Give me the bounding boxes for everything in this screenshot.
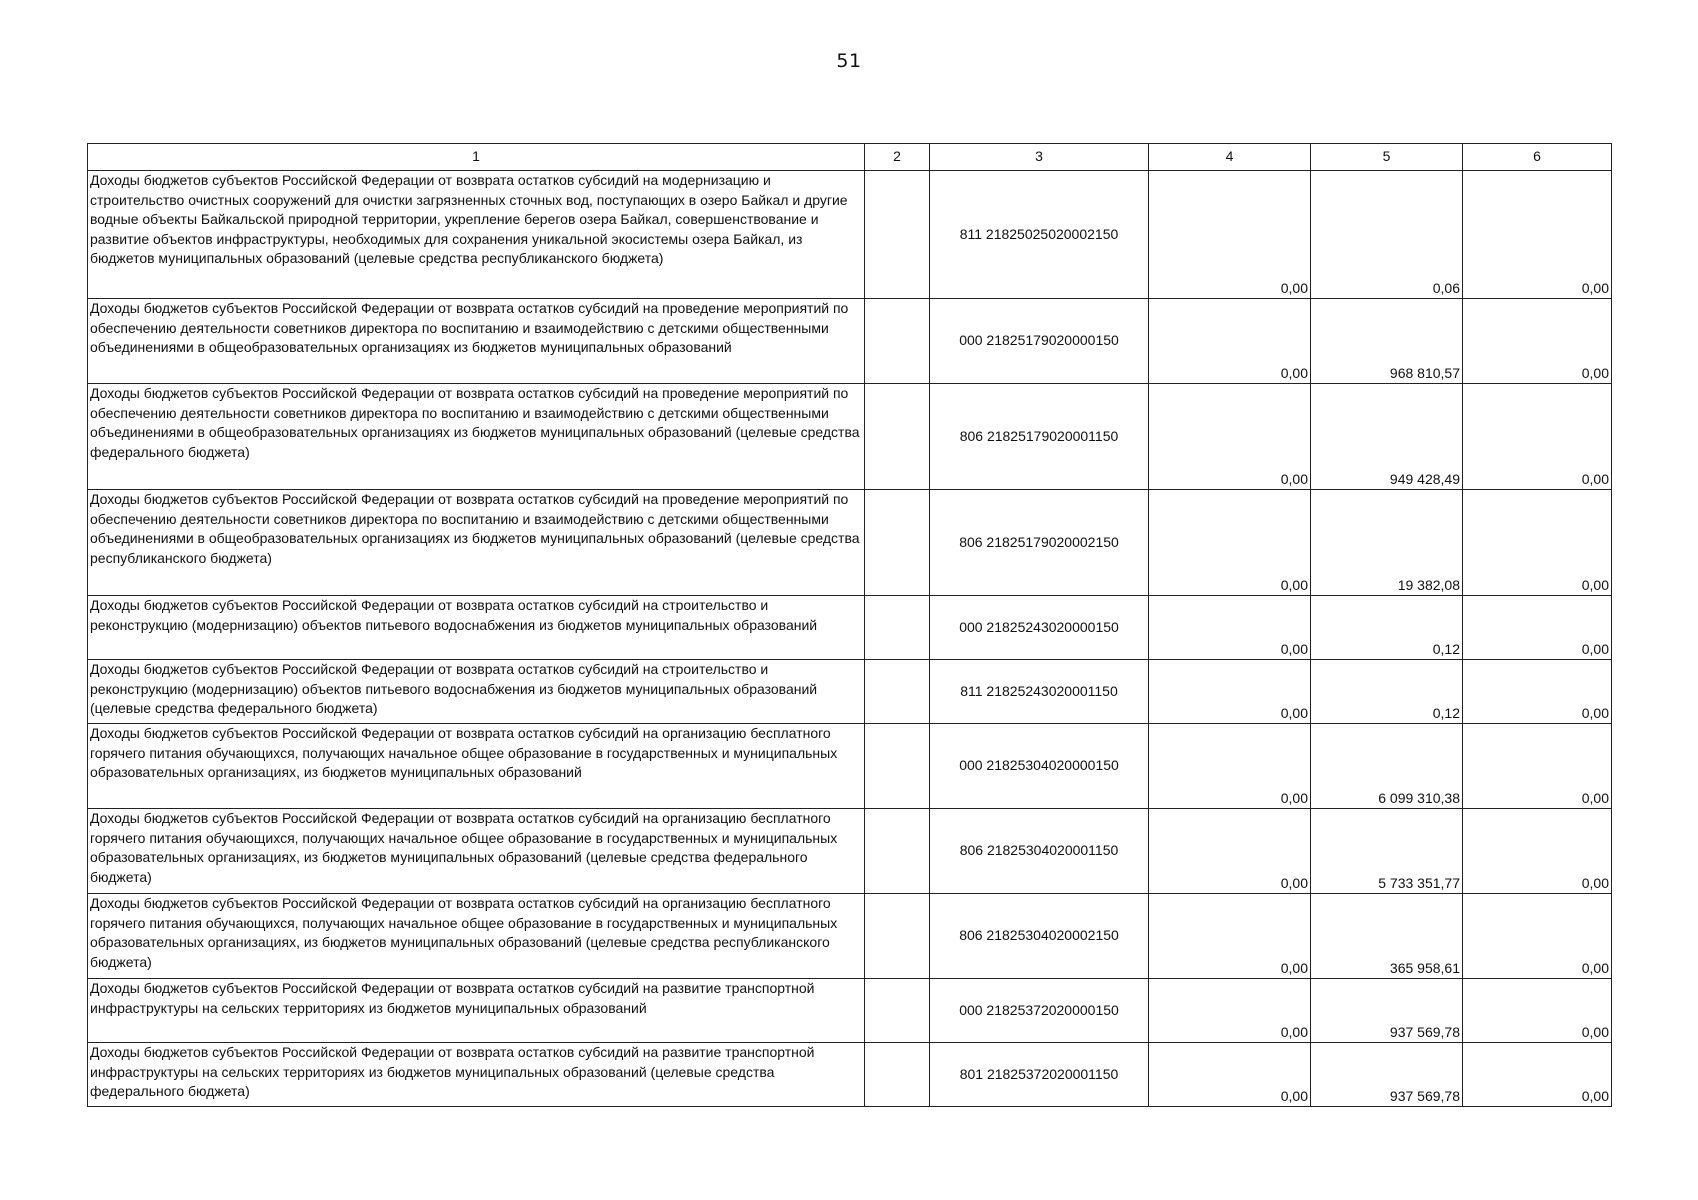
row-col-6: 0,00 [1463, 171, 1612, 299]
row-description: Доходы бюджетов субъектов Российской Федерации от возврата остатков субсидий на развитие транспортной инфраструктуры на сельских территориях из бюджетов муниципальных образований (целевые средства федерального бюджета) [88, 1043, 865, 1107]
row-description: Доходы бюджетов субъектов Российской Федерации от возврата остатков субсидий на проведение мероприятий по обеспечению деятельности советников директора по воспитанию и взаимодействию с детскими общественными объединениями в общеобразовательных организациях из бюджетов муниципальных образований [88, 299, 865, 384]
header-col-6: 6 [1463, 144, 1612, 171]
row-col-4: 0,00 [1149, 171, 1311, 299]
row-col-6: 0,00 [1463, 894, 1612, 979]
row-code: 806 21825179020001150 [930, 384, 1149, 490]
row-col-2 [865, 596, 930, 660]
row-col-5: 968 810,57 [1311, 299, 1463, 384]
table-row [88, 809, 1612, 894]
row-col-2 [865, 490, 930, 596]
row-description: Доходы бюджетов субъектов Российской Федерации от возврата остатков субсидий на модернизацию и строительство очистных сооружений для очистки загрязненных сточных вод, поступающих в озеро Байкал и другие водные объекты Байкальской природной территории, укрепление берегов озера Байкал, совершенствование и развитие объектов инфраструктуры, необходимых для сохранения уникальной экосистемы озера Байкал, из бюджетов муниципальных образований (целевые средства республиканского бюджета) [88, 171, 865, 299]
table-row [88, 660, 1612, 724]
row-col-5: 937 569,78 [1311, 979, 1463, 1043]
row-code: 806 21825179020002150 [930, 490, 1149, 596]
row-col-5: 949 428,49 [1311, 384, 1463, 490]
row-col-4: 0,00 [1149, 660, 1311, 724]
row-col-2 [865, 384, 930, 490]
row-col-5: 5 733 351,77 [1311, 809, 1463, 894]
row-col-4: 0,00 [1149, 979, 1311, 1043]
table-row [88, 299, 1612, 384]
row-col-6: 0,00 [1463, 660, 1612, 724]
row-code: 000 21825179020000150 [930, 299, 1149, 384]
row-col-2 [865, 299, 930, 384]
row-col-2 [865, 171, 930, 299]
row-description: Доходы бюджетов субъектов Российской Федерации от возврата остатков субсидий на проведение мероприятий по обеспечению деятельности советников директора по воспитанию и взаимодействию с детскими общественными объединениями в общеобразовательных организациях из бюджетов муниципальных образований (целевые средства федерального бюджета) [88, 384, 865, 490]
row-col-4: 0,00 [1149, 490, 1311, 596]
row-col-5: 937 569,78 [1311, 1043, 1463, 1107]
page-number: 51 [836, 50, 862, 72]
row-col-6: 0,00 [1463, 1043, 1612, 1107]
row-col-5: 0,06 [1311, 171, 1463, 299]
header-col-2: 2 [865, 144, 930, 171]
row-col-2 [865, 894, 930, 979]
row-col-2 [865, 724, 930, 809]
row-col-6: 0,00 [1463, 384, 1612, 490]
row-code: 806 21825304020002150 [930, 894, 1149, 979]
header-row [88, 144, 1612, 171]
table-row [88, 724, 1612, 809]
row-code: 811 21825025020002150 [930, 171, 1149, 299]
row-code: 000 21825372020000150 [930, 979, 1149, 1043]
row-col-6: 0,00 [1463, 979, 1612, 1043]
row-col-5: 0,12 [1311, 596, 1463, 660]
row-col-5: 19 382,08 [1311, 490, 1463, 596]
row-description: Доходы бюджетов субъектов Российской Федерации от возврата остатков субсидий на строительство и реконструкцию (модернизацию) объектов питьевого водоснабжения из бюджетов муниципальных образований [88, 596, 865, 660]
row-code: 806 21825304020001150 [930, 809, 1149, 894]
header-col-5: 5 [1311, 144, 1463, 171]
table-row [88, 979, 1612, 1043]
row-col-4: 0,00 [1149, 596, 1311, 660]
row-col-4: 0,00 [1149, 299, 1311, 384]
row-description: Доходы бюджетов субъектов Российской Федерации от возврата остатков субсидий на организацию бесплатного горячего питания обучающихся, получающих начальное общее образование в государственных и муниципальных образовательных организациях, из бюджетов муниципальных образований (целевые средства федерального бюджета) [88, 809, 865, 894]
table-row [88, 596, 1612, 660]
row-col-6: 0,00 [1463, 809, 1612, 894]
row-col-4: 0,00 [1149, 1043, 1311, 1107]
row-description: Доходы бюджетов субъектов Российской Федерации от возврата остатков субсидий на развитие транспортной инфраструктуры на сельских территориях из бюджетов муниципальных образований [88, 979, 865, 1043]
row-col-4: 0,00 [1149, 384, 1311, 490]
row-col-5: 6 099 310,38 [1311, 724, 1463, 809]
row-description: Доходы бюджетов субъектов Российской Федерации от возврата остатков субсидий на проведение мероприятий по обеспечению деятельности советников директора по воспитанию и взаимодействию с детскими общественными объединениями в общеобразовательных организациях из бюджетов муниципальных образований (целевые средства республиканского бюджета) [88, 490, 865, 596]
row-col-2 [865, 809, 930, 894]
row-code: 801 21825372020001150 [930, 1043, 1149, 1107]
table-row [88, 894, 1612, 979]
table-row [88, 1043, 1612, 1107]
row-col-6: 0,00 [1463, 490, 1612, 596]
header-col-1: 1 [88, 144, 865, 171]
row-code: 000 21825243020000150 [930, 596, 1149, 660]
row-description: Доходы бюджетов субъектов Российской Федерации от возврата остатков субсидий на строительство и реконструкцию (модернизацию) объектов питьевого водоснабжения из бюджетов муниципальных образований (целевые средства федерального бюджета) [88, 660, 865, 724]
row-col-4: 0,00 [1149, 809, 1311, 894]
row-col-2 [865, 660, 930, 724]
row-col-2 [865, 979, 930, 1043]
header-col-3: 3 [930, 144, 1149, 171]
row-col-6: 0,00 [1463, 299, 1612, 384]
table-row [88, 171, 1612, 299]
row-col-6: 0,00 [1463, 724, 1612, 809]
table-row [88, 384, 1612, 490]
row-code: 811 21825243020001150 [930, 660, 1149, 724]
row-col-5: 365 958,61 [1311, 894, 1463, 979]
row-col-5: 0,12 [1311, 660, 1463, 724]
row-description: Доходы бюджетов субъектов Российской Федерации от возврата остатков субсидий на организацию бесплатного горячего питания обучающихся, получающих начальное общее образование в государственных и муниципальных образовательных организациях, из бюджетов муниципальных образований [88, 724, 865, 809]
row-col-4: 0,00 [1149, 724, 1311, 809]
row-col-6: 0,00 [1463, 596, 1612, 660]
row-description: Доходы бюджетов субъектов Российской Федерации от возврата остатков субсидий на организацию бесплатного горячего питания обучающихся, получающих начальное общее образование в государственных и муниципальных образовательных организациях, из бюджетов муниципальных образований (целевые средства республиканского бюджета) [88, 894, 865, 979]
row-col-2 [865, 1043, 930, 1107]
budget-table [87, 143, 1612, 1107]
header-col-4: 4 [1149, 144, 1311, 171]
row-col-4: 0,00 [1149, 894, 1311, 979]
table-row [88, 490, 1612, 596]
row-code: 000 21825304020000150 [930, 724, 1149, 809]
